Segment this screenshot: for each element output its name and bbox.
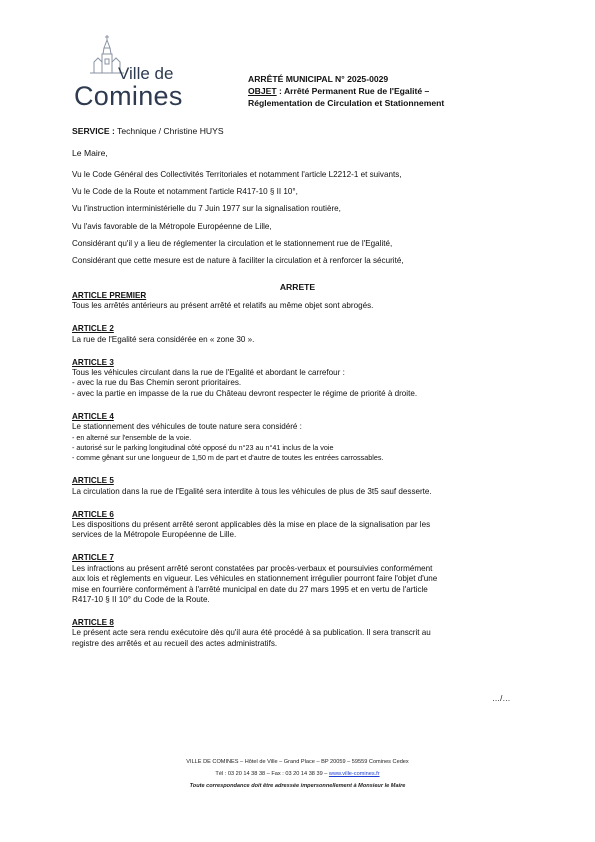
article-text: mise en fourrière conformément à l'arrêté municipal en date du 27 mars 1995 et en vertu de l'article [72,584,428,594]
footer-contact [0,769,595,781]
article-title: ARTICLE 4 [72,411,114,421]
salutation: Le Maire, [72,148,108,158]
logo-ville-text: Ville de [118,64,174,83]
article-6 [72,510,527,541]
website-link[interactable]: www.ville-comines.fr [328,770,380,777]
article-title: ARTICLE PREMIER [72,291,147,300]
article-8 [72,618,527,649]
article-text: Tous les véhicules circulant dans la rue de l'Egalité et abordant le carrefour : [72,368,345,378]
considerant-item: Vu l'avis favorable de la Métropole Européenne de Lille, [72,221,272,231]
decree-object [248,85,444,97]
article-text: Les infractions au présent arrêté seront constatées par procès-verbaux et poursuivies conformément [72,563,433,573]
article-text: Les dispositions du présent arrêté seront applicables dès la mise en place de la signalisation par les [72,520,431,529]
article-text: aux lois et règlements en vigueur. Les véhicules en stationnement irrégulier pourront faire l'objet d'une [72,574,438,584]
article-4 [72,412,527,464]
article-text: La rue de l'Egalité sera considérée en « zone 30 ». [72,334,255,344]
article-2 [72,324,527,345]
service-value: Technique / Christine HUYS [114,126,224,136]
article-text: - comme gênant sur une longueur de 1,50 m de part et d'autre de toutes les entrées carrossables. [72,453,384,463]
service-label: SERVICE : [72,126,115,136]
article-premier [72,291,527,312]
objet-label: OBJET [248,86,277,96]
considerant-item: Considérant qu'il y a lieu de réglementer la circulation et le stationnement rue de l'Egalité, [72,238,393,248]
article-text: - en alterné sur l'ensemble de la voie. [72,432,192,442]
article-text: La circulation dans la rue de l'Egalité sera interdite à tous les véhicules de plus de 3t5 sauf desserte. [72,486,432,496]
article-title: ARTICLE 6 [72,509,114,519]
footer-note: Toute correspondance doit être adressée impersonnellement à Monsieur le Maire [189,782,406,789]
logo-comines-text: Comines [74,81,183,111]
article-text: - avec la partie en impasse de la rue du Château devront respecter le régime de priorité à droite. [72,388,418,398]
article-3 [72,358,527,400]
decree-header [248,73,444,109]
article-7 [72,553,527,605]
article-text: Le présent acte sera rendu exécutoire dès qu'il aura été procédé à sa publication. Il sera transcrit au [72,628,431,638]
article-text: - avec la rue du Bas Chemin seront prioritaires. [72,378,242,388]
article-title: ARTICLE 3 [72,357,114,367]
articles-section [72,291,527,662]
article-text: R417-10 § II 10° du Code de la Route. [72,594,210,604]
decree-title: ARRÊTÉ MUNICIPAL N° 2025-0029 [248,74,389,84]
article-text: Tous les arrêtés antérieurs au présent arrêté et relatifs au même objet sont abrogés. [72,301,374,311]
service-line [72,126,224,136]
article-5 [72,476,527,497]
considerant-item: Vu le Code de la Route et notamment l'article R417-10 § II 10°, [72,187,298,197]
decree-object-line2: Réglementation de Circulation et Stationnement [248,98,445,108]
considerant-item: Vu l'instruction interministérielle du 7 Juin 1977 sur la signalisation routière, [72,204,341,214]
page-footer [0,757,595,792]
article-title: ARTICLE 7 [72,553,114,563]
article-text: Le stationnement des véhicules de toute nature sera considéré : [72,422,302,432]
article-text: - autorisé sur le parking longitudinal côté opposé du n°23 au n°41 inclus de la voie [72,442,334,452]
city-logo [74,34,194,114]
footer-address: VILLE DE COMINES – Hôtel de Ville – Grand Place – BP 20059 – 59559 Comines Cedex [186,759,409,765]
article-title: ARTICLE 5 [72,476,114,486]
arrete-heading: ARRETE [279,282,316,292]
objet-text: : Arrêté Permanent Rue de l'Egalité – [276,86,430,96]
article-text: services de la Métropole Européenne de Lille. [72,530,237,540]
considerants-list [72,169,404,272]
article-title: ARTICLE 8 [72,617,114,627]
article-text: registre des arrêtés et au recueil des actes administratifs. [72,638,278,648]
continuation-mark: …/… [492,694,511,703]
considerant-item: Considérant que cette mesure est de nature à faciliter la circulation et à renforcer la sécurité, [72,255,404,265]
article-title: ARTICLE 2 [72,324,114,334]
considerant-item: Vu le Code Général des Collectivités Territoriales et notamment l'article L2212-1 et suivants, [72,170,402,179]
footer-phone-fax: Tél : 03 20 14 38 38 – Fax : 03 20 14 38 39 – [215,770,329,777]
